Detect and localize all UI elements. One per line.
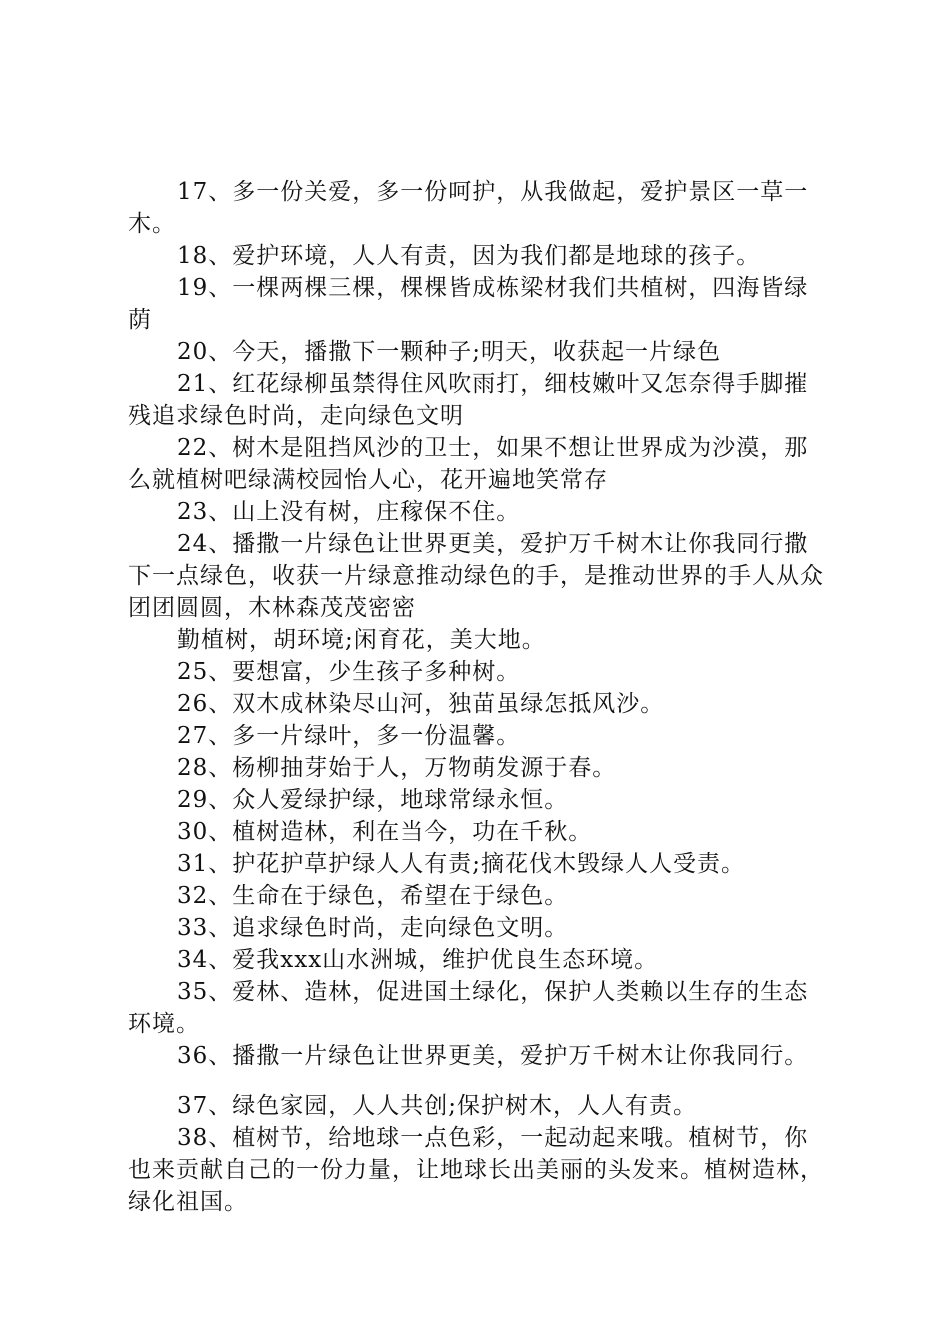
paragraph-21: 21、红花绿柳虽禁得住风吹雨打，细枝嫩叶又怎奈得手脚摧残追求绿色时尚，走向绿色文明 [128, 371, 809, 429]
paragraph-17: 17、多一份关爱，多一份呵护，从我做起，爱护景区一草一木。 [128, 179, 809, 237]
paragraph-32: 32、生命在于绿色，希望在于绿色。 [177, 883, 569, 909]
paragraph-25: 25、要想富，少生孩子多种树。 [177, 659, 521, 685]
paragraph-38: 38、植树节，给地球一点色彩，一起动起来哦。植树节，你也来贡献自己的一份力量，让地球长出美丽的头发来。植树造林，绿化祖国。 [128, 1125, 824, 1215]
paragraph-35: 35、爱林、造林，促进国土绿化，保护人类赖以生存的生态环境。 [128, 979, 809, 1037]
paragraph-20: 20、今天，播撒下一颗种子;明天，收获起一片绿色 [177, 339, 722, 365]
paragraph-24: 24、播撒一片绿色让世界更美，爱护万千树木让你我同行撒下一点绿色，收获一片绿意推动绿色的手，是推动世界的手人从众团团圆圆，木林森茂茂密密 [128, 531, 824, 621]
paragraph-30: 30、植树造林，利在当今，功在千秋。 [177, 819, 593, 845]
paragraph-18: 18、爱护环境，人人有责，因为我们都是地球的孩子。 [177, 243, 761, 269]
paragraph-28: 28、杨柳抽芽始于人，万物萌发源于春。 [177, 755, 617, 781]
paragraph-26: 26、双木成林染尽山河，独苗虽绿怎抵风沙。 [177, 691, 665, 717]
paragraph-27: 27、多一片绿叶，多一份温馨。 [177, 723, 521, 749]
paragraph-36: 36、播撒一片绿色让世界更美，爱护万千树木让你我同行。 [177, 1043, 809, 1069]
paragraph-24-continued: 勤植树，胡环境;闲育花，美大地。 [177, 627, 546, 653]
paragraph-22: 22、树木是阻挡风沙的卫士，如果不想让世界成为沙漠，那么就植树吧绿满校园怡人心，花开遍地笑常存 [128, 435, 809, 493]
paragraph-37: 37、绿色家园，人人共创;保护树木，人人有责。 [177, 1093, 698, 1119]
document-body [128, 176, 828, 1218]
paragraph-29: 29、众人爱绿护绿，地球常绿永恒。 [177, 787, 569, 813]
paragraph-34: 34、爱我xxx山水洲城，维护优良生态环境。 [177, 947, 659, 973]
paragraph-33: 33、追求绿色时尚，走向绿色文明。 [177, 915, 569, 941]
paragraph-23: 23、山上没有树，庄稼保不住。 [177, 499, 521, 525]
paragraph-31: 31、护花护草护绿人人有责;摘花伐木毁绿人人受责。 [177, 851, 746, 877]
paragraph-19: 19、一棵两棵三棵，棵棵皆成栋梁材我们共植树，四海皆绿荫 [128, 275, 809, 333]
